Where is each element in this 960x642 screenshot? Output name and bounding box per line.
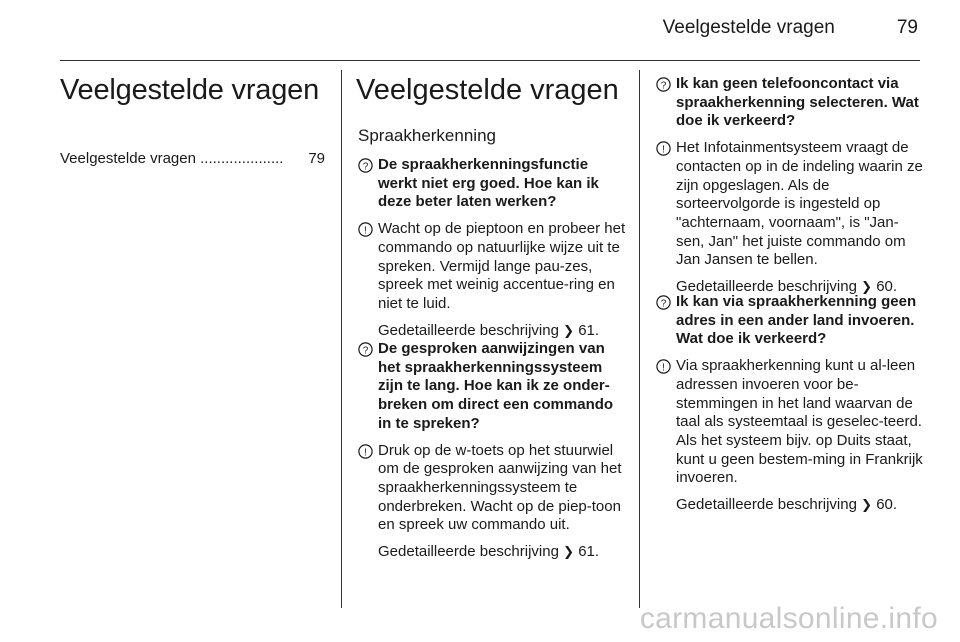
reference-label: Gedetailleerde beschrijving [676,278,857,296]
running-head-title: Veelgestelde vragen [662,17,835,38]
faq-item [656,75,924,298]
faq-answer [358,220,626,314]
faq-question-text: De spraakherkenningsfunctie werkt niet erg goed. Hoe kan ik deze beter laten werken? [378,156,599,211]
reference-arrow-icon: ❯ [563,545,575,561]
toc-entry-label: Veelgestelde vragen [60,150,196,167]
faq-question-text: De gesproken aanwijzingen van het spraakherkenningssysteem zijn te lang. Hoe kan ik ze onder-breken om direct een commando in te spreken? [378,340,614,432]
running-head [60,17,918,47]
faq-question-text: Ik kan via spraakherkenning geen adres in een ander land invoeren. Wat doe ik verkeerd? [676,293,917,348]
faq-question [358,156,626,212]
faq-item [656,293,924,516]
faq-answer-text: Druk op de w-toets op het stuurwiel om de gesproken aanwijzing van het spraakherkenningssysteem te onderbreken. Wacht op de piep-toon en spreek uw commando uit. [378,441,622,534]
reference-page: 60. [876,496,898,514]
section-title: Veelgestelde vragen [356,74,619,106]
reference-page: 61. [578,543,600,561]
faq-reference[interactable] [378,543,626,563]
question-circle-icon [358,156,378,212]
reference-page: 61. [578,321,600,339]
faq-answer-text: Het Infotainmentsysteem vraagt de contacten op in de indeling waarin ze zijn opgeslagen. Als de sorteervolgorde is ingesteld op "achternaam, voornaam", is "Jan-sen, Jan" het juiste commando om Jan Jansen te bellen. [676,139,923,269]
faq-reference[interactable] [676,496,924,516]
faq-answer-text: Via spraakherkenning kunt u al-leen adressen invoeren voor be-stemmingen in het land waarvan de taal als systeemtaal is geselec-teerd. Als het systeem bijv. op Duits staat, kunt u geen bestem-ming in Frankrijk invoeren. [676,357,923,487]
reference-page: 60. [876,278,898,296]
toc-entry[interactable] [60,150,325,167]
faq-reference[interactable] [378,322,626,342]
exclamation-circle-icon [358,442,378,536]
faq-answer [358,442,626,536]
svg-text:!: ! [662,362,665,374]
toc-title: Veelgestelde vragen [60,74,320,106]
toc-entry-page: 79 [308,150,325,167]
watermark: carmanualsonline.info [639,602,938,635]
reference-label: Gedetailleerde beschrijving [378,321,559,339]
svg-text:?: ? [362,345,369,357]
toc-entry-leader: .................... [200,150,284,167]
column-divider-2 [639,70,640,608]
svg-text:?: ? [660,298,667,310]
question-circle-icon [358,340,378,434]
svg-text:!: ! [364,446,367,458]
exclamation-circle-icon [656,139,676,270]
reference-arrow-icon: ❯ [861,280,873,296]
exclamation-circle-icon [358,220,378,314]
column-divider-1 [341,70,342,608]
faq-question-text: Ik kan geen telefooncontact via spraakherkenning selecteren. Wat doe ik verkeerd? [676,75,919,130]
exclamation-circle-icon [656,357,676,488]
faq-item [358,156,626,341]
page-number: 79 [896,17,918,38]
reference-label: Gedetailleerde beschrijving [378,543,559,561]
reference-arrow-icon: ❯ [861,498,873,514]
faq-question [656,75,924,131]
faq-question [358,340,626,434]
subsection-title: Spraakherkenning [358,126,496,145]
reference-arrow-icon: ❯ [563,323,575,339]
question-circle-icon [656,293,676,349]
svg-text:?: ? [660,80,667,92]
svg-text:?: ? [362,161,369,173]
question-circle-icon [656,75,676,131]
svg-text:!: ! [662,144,665,156]
reference-label: Gedetailleerde beschrijving [676,496,857,514]
faq-answer-text: Wacht op de pieptoon en probeer het commando op natuurlijke wijze uit te spreken. Vermijd lange pau-zes, spreek met weinig accentue-ring en niet te luid. [378,220,626,312]
header-rule [60,60,920,61]
faq-question [656,293,924,349]
faq-item [358,340,626,563]
faq-answer [656,139,924,270]
svg-text:!: ! [364,225,367,237]
faq-answer [656,357,924,488]
